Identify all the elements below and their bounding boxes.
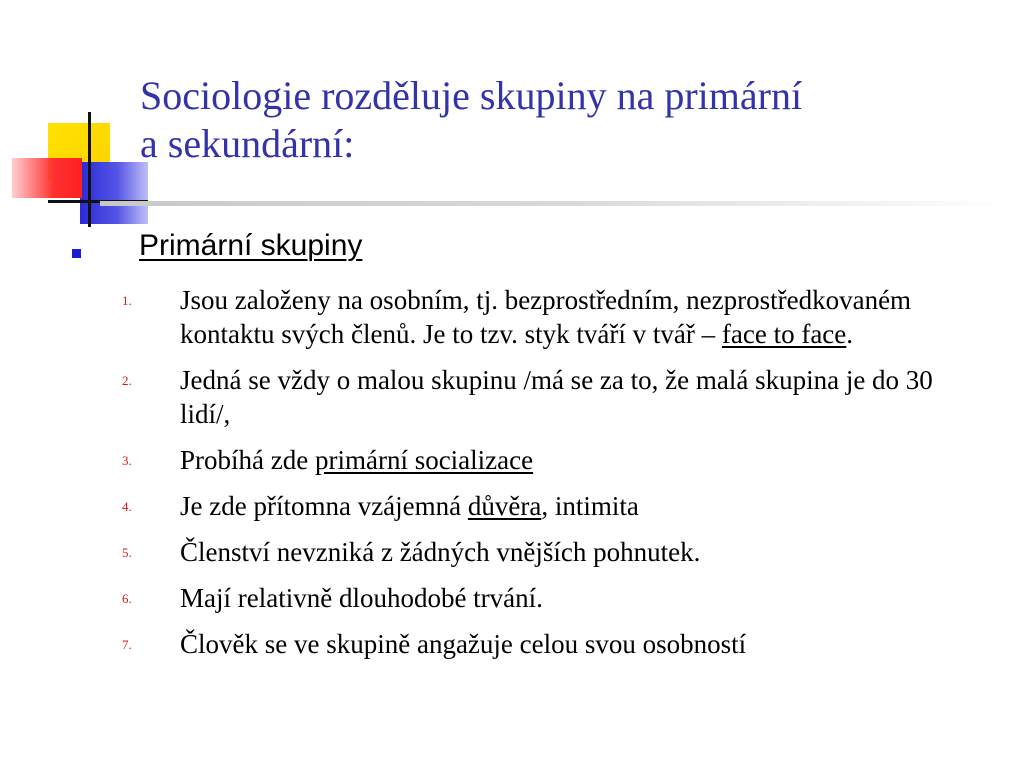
section-heading: Primární skupiny <box>139 229 363 262</box>
slide-title-line-2: a sekundární: <box>140 121 355 166</box>
logo-vertical-line <box>88 112 91 227</box>
list-item-number: 6. <box>122 591 132 606</box>
list-item-number: 3. <box>122 453 132 468</box>
list-item-number: 5. <box>122 545 132 560</box>
list-item-text: Mají relativně dlouhodobé trvání. <box>180 583 543 613</box>
list-item-number: 4. <box>122 499 132 514</box>
list-item <box>0 283 1024 351</box>
list-item <box>0 489 1024 523</box>
list-item-number: 2. <box>122 373 132 388</box>
square-bullet-icon <box>72 249 81 258</box>
list-item <box>0 581 1024 615</box>
list-item-text: Členství nevzniká z žádných vnějších pohnutek. <box>180 537 701 567</box>
list-item-number: 7. <box>122 637 132 652</box>
hyperlink-duvera[interactable]: důvěra <box>467 491 542 521</box>
hyperlink-face-to-face[interactable]: face to face <box>721 319 847 349</box>
list-item <box>0 443 1024 477</box>
list-item-number: 1. <box>122 293 132 308</box>
list-item <box>0 627 1024 661</box>
list-item <box>0 535 1024 569</box>
numbered-list <box>0 283 1024 673</box>
hyperlink-primarni-socializace[interactable]: primární socializace <box>314 445 534 475</box>
list-item <box>0 363 1024 431</box>
list-item-text: Jsou založeny na osobním, tj. bezprostředním, nezprostředkovaném kontaktu svých členů. Je to tzv. styk tváří v tvář – <box>180 285 912 349</box>
list-item-text: Je zde přítomna vzájemná <box>180 491 468 521</box>
list-item-text-end: , intimita <box>541 491 639 521</box>
slide-title-line-1: Sociologie rozděluje skupiny na primární <box>140 73 803 118</box>
list-item-text: Člověk se ve skupině angažuje celou svou osobností <box>180 629 747 659</box>
list-item-text: Probíhá zde <box>180 445 315 475</box>
list-item-text-end: . <box>846 319 854 349</box>
logo-red-square <box>12 158 82 198</box>
list-item-text: Jedná se vždy o malou skupinu /má se za to, že malá skupina je do 30 lidí/, <box>180 365 933 429</box>
title-divider <box>100 201 1010 206</box>
slide-title <box>140 72 1010 168</box>
